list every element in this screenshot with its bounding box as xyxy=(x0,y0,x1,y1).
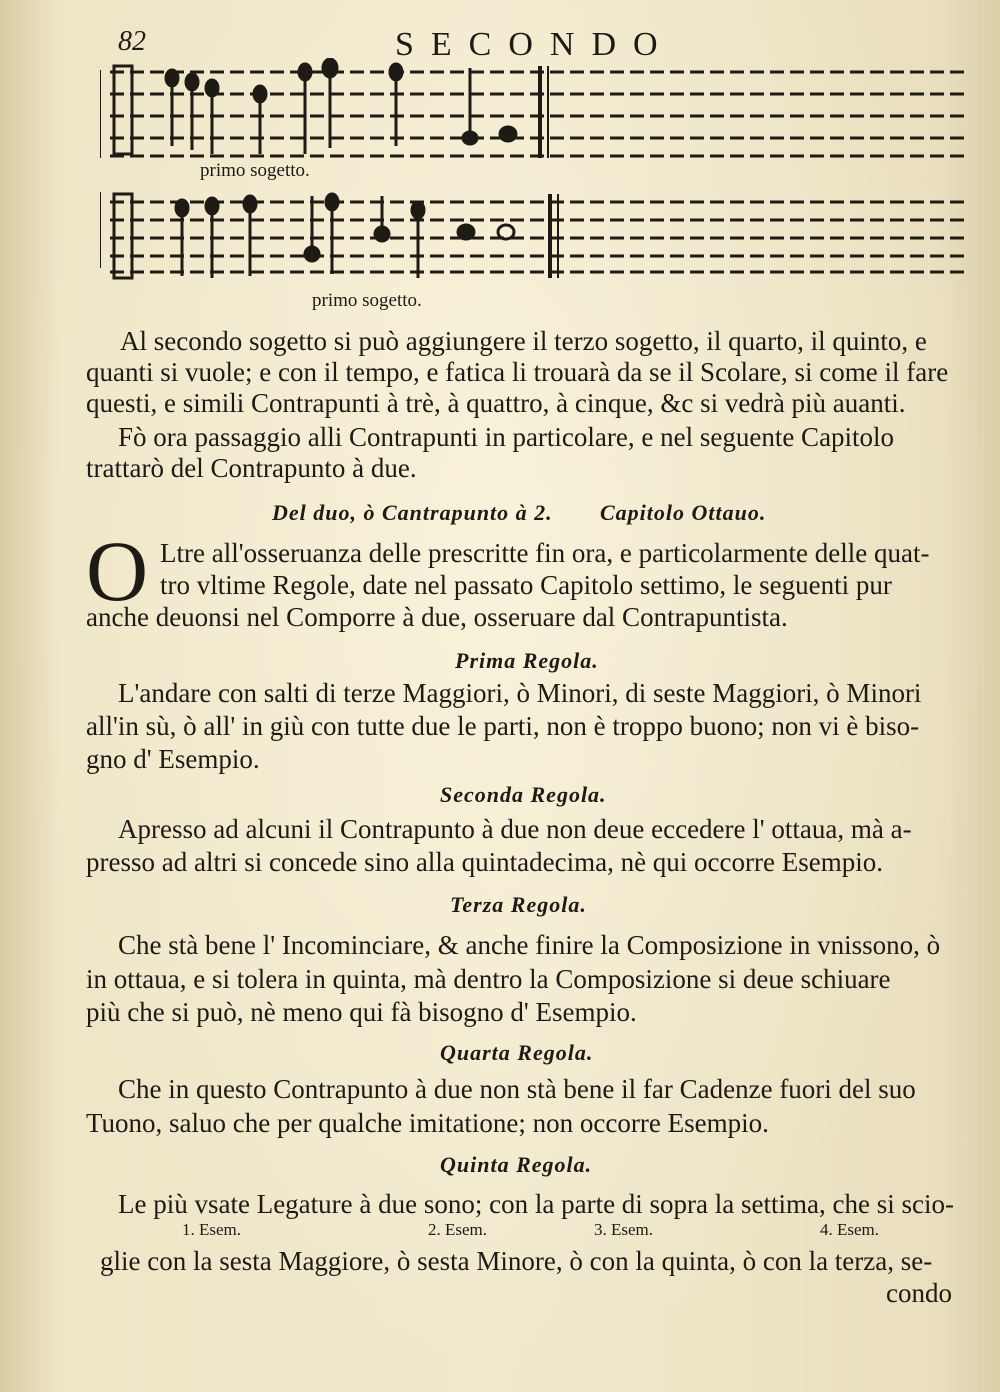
text-line: Le più vsate Legature à due sono; con la parte di sopra la settima, che si scio- xyxy=(118,1189,954,1219)
text-line: questi, e simili Contrapunti à trè, à quattro, à cinque, &c si vedrà più auanti. xyxy=(86,388,906,418)
text-line: anche deuonsi nel Comporre à due, osseruare dal Contrapuntista. xyxy=(86,602,788,632)
text-line: Al secondo sogetto si può aggiungere il terzo sogetto, il quarto, il quinto, e xyxy=(120,326,927,356)
music-staff-2 xyxy=(100,188,975,288)
text-line: Fò ora passaggio alli Contrapunti in particolare, e nel seguente Capitolo xyxy=(118,422,895,452)
example-label: 1. Esem. xyxy=(182,1220,242,1239)
chapter-title: Del duo, ò Cantrapunto à 2. xyxy=(272,500,553,525)
staff-2-caption: primo sogetto. xyxy=(312,290,422,311)
text-line: Che stà bene l' Incominciare, & anche finire la Composizione in vnissono, ò xyxy=(118,930,941,960)
rule-title: Terza Regola. xyxy=(450,892,587,917)
text-line: trattarò del Contrapunto à due. xyxy=(86,453,417,483)
rule-title: Quarta Regola. xyxy=(440,1040,594,1065)
staff-2-notation xyxy=(100,188,975,288)
text-line: quanti si vuole; e con il tempo, e fatica li trouarà da se il Scolare, si come il fare xyxy=(86,357,949,387)
example-label: 3. Esem. xyxy=(594,1220,654,1239)
chapter-number: Capitolo Ottauo. xyxy=(600,500,767,525)
music-staff-1 xyxy=(100,58,975,168)
text-line: Apresso ad alcuni il Contrapunto à due non deue eccedere l' ottaua, mà a- xyxy=(118,814,912,844)
rule-title: Quinta Regola. xyxy=(440,1152,593,1177)
staff-1-notation xyxy=(100,58,975,168)
rule-title: Seconda Regola. xyxy=(440,782,607,807)
drop-initial: O xyxy=(86,523,149,619)
text-line: Tuono, saluo che per qualche imitatione; non occorre Esempio. xyxy=(86,1108,769,1138)
text-line: glie con la sesta Maggiore, ò sesta Minore, ò con la quinta, ò con la terza, se- xyxy=(100,1246,933,1276)
text-line: all'in sù, ò all' in giù con tutte due le parti, non è troppo buono; non vi è biso- xyxy=(86,711,920,741)
text-line: gno d' Esempio. xyxy=(86,744,260,774)
text-line: tro vltime Regole, date nel passato Capitolo settimo, le seguenti pur xyxy=(160,570,892,600)
catchword: condo xyxy=(886,1278,952,1308)
text-line: in ottaua, e si tolera in quinta, mà dentro la Composizione si deue schiuare xyxy=(86,964,891,994)
text-line: L'andare con salti di terze Maggiori, ò Minori, di seste Maggiori, ò Minori xyxy=(118,678,922,708)
rule-title: Prima Regola. xyxy=(455,648,599,673)
example-label: 4. Esem. xyxy=(820,1220,880,1239)
text-line: Che in questo Contrapunto à due non stà bene il far Cadenze fuori del suo xyxy=(118,1074,916,1104)
text-line: più che si può, nè meno qui fà bisogno d' Esempio. xyxy=(86,997,637,1027)
page-number: 82 xyxy=(118,26,146,57)
example-label: 2. Esem. xyxy=(428,1220,488,1239)
staff-1-caption: primo sogetto. xyxy=(200,160,310,181)
text-line: Ltre all'osseruanza delle prescritte fin ora, e particolarmente delle quat- xyxy=(160,538,930,568)
text-line: presso ad altri si concede sino alla quintadecima, nè qui occorre Esempio. xyxy=(86,847,883,877)
running-title: SECONDO xyxy=(395,26,675,63)
